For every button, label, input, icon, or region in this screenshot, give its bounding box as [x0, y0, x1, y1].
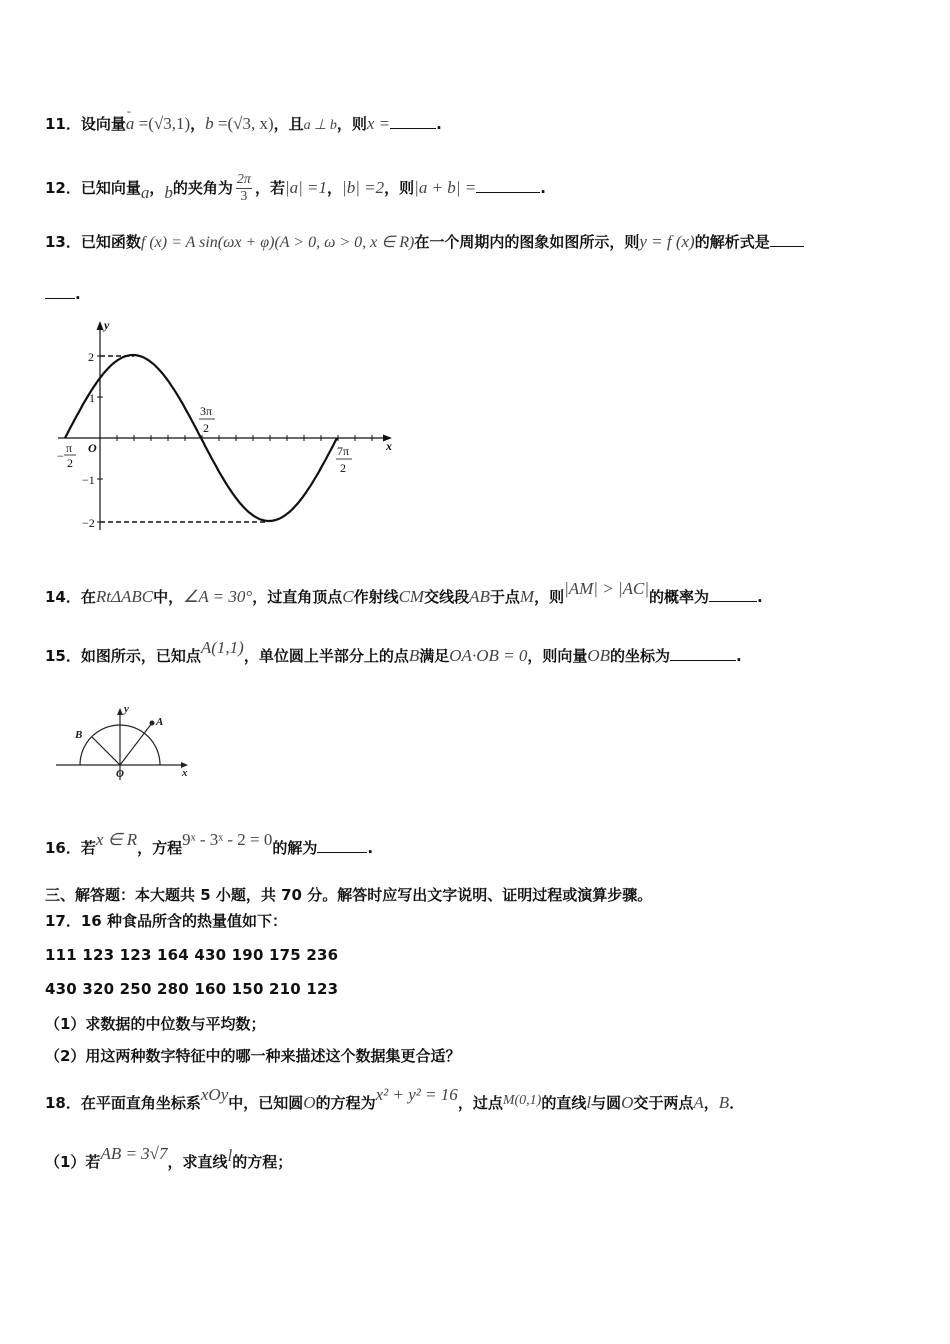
text: 与圆: [591, 1094, 622, 1112]
answer-blank: [317, 838, 367, 853]
text: ，则: [336, 115, 367, 133]
text: 交于两点: [633, 1094, 694, 1112]
circle-o: O: [303, 1093, 316, 1112]
condition: a ⊥ b: [303, 118, 337, 133]
vector-ob: OB: [587, 646, 611, 665]
text: 的方程；: [232, 1153, 293, 1171]
domain-condition: x ∈ R: [95, 830, 138, 849]
vector-a: [125, 104, 135, 133]
text: 的解析式是: [694, 233, 770, 251]
text: ，若: [254, 179, 285, 197]
vector-b-value: =(√3, x): [213, 114, 274, 133]
vector-a-value: =(√3,1): [134, 114, 191, 133]
question-number: 12．: [45, 179, 81, 197]
question-18-part-1: [45, 1144, 293, 1173]
question-13-cont: [45, 283, 81, 305]
question-17-part-1: （1）求数据的中位数与平均数；: [45, 1015, 266, 1033]
coordinate-system: xOy: [200, 1085, 229, 1104]
text: 如图所示，已知点: [80, 647, 201, 665]
text: .: [436, 115, 442, 133]
text: ，则: [384, 179, 415, 197]
question-number: 11．: [45, 115, 81, 133]
sine-graph: [40, 315, 410, 540]
text: ，过直角顶点: [252, 588, 343, 606]
point-m: M(0,1): [502, 1093, 542, 1108]
point-a: A: [693, 1093, 704, 1112]
segment-ab: AB: [469, 587, 490, 606]
equation: 9ˣ - 3ˣ - 2 = 0: [182, 830, 273, 849]
function-y: y = f (x): [639, 232, 695, 251]
y-tick-2: 2: [88, 350, 94, 364]
question-16: [45, 830, 374, 859]
section-heading: 三、解答题：本大题共 5 小题，共 70 分。解答时应写出文字说明、证明过程或演算步骤。: [45, 886, 653, 904]
segment-ob: [92, 737, 120, 765]
text: 中，: [153, 588, 184, 606]
ray-cm: CM: [398, 587, 425, 606]
text: .: [757, 588, 763, 606]
text: ．: [729, 1094, 745, 1112]
condition: OA·OB = 0: [449, 646, 528, 665]
text: ，方程: [137, 839, 183, 857]
seven-pi-num: 7π: [337, 444, 350, 458]
text: .: [367, 839, 374, 857]
circle-o: O: [621, 1093, 634, 1112]
unit-circle-figure: [52, 700, 197, 782]
text: ，且: [273, 115, 304, 133]
point-b: B: [408, 646, 420, 665]
question-number: 16．: [45, 839, 81, 857]
y-axis-label: y: [104, 318, 110, 332]
origin-label: O: [116, 768, 124, 780]
answer-blank: [770, 232, 804, 247]
text: 若: [80, 839, 96, 857]
answer-blank: [709, 587, 757, 602]
three-pi-num: 3π: [200, 404, 213, 418]
question-18: [45, 1085, 745, 1116]
text: ，: [327, 179, 343, 197]
text: 在一个周期内的图象如图所示，则: [414, 233, 640, 251]
y-axis-arrow: [117, 708, 123, 715]
answer-blank: [390, 114, 436, 129]
answer-blank: [476, 178, 540, 193]
point-m: M: [519, 587, 535, 606]
y-tick-1: 1: [89, 391, 95, 405]
question-17-title: 17．16 种食品所含的热量值如下：: [45, 912, 287, 930]
vector-b: b: [164, 183, 173, 202]
length-condition: AB = 3√7: [100, 1144, 168, 1163]
text: ，过点: [457, 1094, 503, 1112]
text: 中，已知圆: [228, 1094, 304, 1112]
text: .: [75, 285, 81, 303]
point-a-label: A: [156, 716, 164, 728]
question-11: [45, 104, 442, 137]
unknown-x: x =: [366, 114, 391, 133]
text: 在: [80, 588, 96, 606]
text: ，: [703, 1094, 719, 1112]
text: 的概率为: [649, 588, 710, 606]
condition-1: |a| =1: [284, 178, 328, 197]
angle-a: ∠A = 30°: [183, 587, 253, 606]
text: 的夹角为: [172, 179, 233, 197]
vector-b: b: [205, 114, 214, 133]
expression: |a + b| =: [414, 178, 477, 197]
question-13: [45, 231, 804, 254]
point-a: A(1,1): [200, 638, 244, 657]
fraction-denominator: 3: [240, 189, 248, 204]
question-number: 18．: [45, 1094, 81, 1112]
three-pi-den: 2: [203, 421, 209, 435]
text: 设向量: [80, 115, 126, 133]
vector-a: a: [140, 183, 150, 202]
seven-pi-den: 2: [340, 461, 346, 475]
text: ，求直线: [167, 1153, 228, 1171]
text: ，单位圆上半部分上的点: [243, 647, 409, 665]
data-row-2: 430 320 250 280 160 150 210 123: [45, 980, 339, 998]
y-tick-neg2: −2: [82, 516, 95, 530]
question-14: [45, 579, 763, 608]
text: ，则向量: [527, 647, 588, 665]
question-12: [45, 172, 546, 205]
y-label: y: [124, 703, 129, 715]
x-axis-label: x: [386, 439, 392, 453]
text: 于点: [489, 588, 520, 606]
text: ，则: [534, 588, 565, 606]
vector-bar: -: [126, 104, 131, 118]
point-b: B: [718, 1093, 730, 1112]
text: 的方程为: [315, 1094, 376, 1112]
text: 在平面直角坐标系: [80, 1094, 201, 1112]
question-number: 15．: [45, 647, 81, 665]
neg-pi-minus: −: [57, 449, 64, 463]
answer-blank: [45, 284, 75, 299]
text: 已知函数: [80, 233, 141, 251]
text: 交线段: [424, 588, 470, 606]
function-expression: f (x) = A sin(ωx + φ)(A > 0, ω > 0, x ∈ R): [140, 234, 415, 251]
text: （1）若: [45, 1153, 101, 1171]
text: 的直线: [541, 1094, 587, 1112]
segment-oa: [120, 723, 152, 765]
text: ，: [149, 179, 165, 197]
question-number: 14．: [45, 588, 81, 606]
neg-pi-den: 2: [67, 456, 73, 470]
y-tick-neg1: −1: [82, 473, 95, 487]
question-number: 13．: [45, 233, 81, 251]
angle-fraction: [236, 172, 252, 205]
question-15: [45, 638, 742, 667]
point-c: C: [342, 587, 354, 606]
text: 作射线: [353, 588, 399, 606]
answer-blank: [670, 646, 736, 661]
text: 满足: [419, 647, 450, 665]
text: ，: [190, 115, 206, 133]
circle-equation: x² + y² = 16: [375, 1085, 458, 1104]
text: 的解为: [272, 839, 318, 857]
condition-2: |b| =2: [342, 178, 385, 197]
text: .: [736, 647, 742, 665]
text: 已知向量: [80, 179, 141, 197]
data-row-1: 111 123 123 164 430 190 175 236: [45, 946, 339, 964]
point-a-dot: [150, 721, 155, 726]
y-axis-arrow: [97, 321, 104, 330]
line-l: l: [586, 1093, 592, 1112]
text: .: [540, 179, 546, 197]
condition: |AM| > |AC|: [564, 579, 650, 598]
vector-a-label: a: [125, 114, 135, 133]
fraction-numerator: 2π: [236, 172, 251, 187]
point-b-label: B: [75, 729, 83, 741]
x-label: x: [182, 767, 188, 779]
question-17-part-2: （2）用这两种数字特征中的哪一种来描述这个数据集更合适？: [45, 1047, 461, 1065]
triangle: RtΔABC: [95, 587, 154, 606]
line-l: l: [227, 1146, 233, 1165]
neg-pi-num: π: [66, 441, 73, 455]
origin-label: O: [88, 441, 97, 455]
text: 的坐标为: [610, 647, 671, 665]
